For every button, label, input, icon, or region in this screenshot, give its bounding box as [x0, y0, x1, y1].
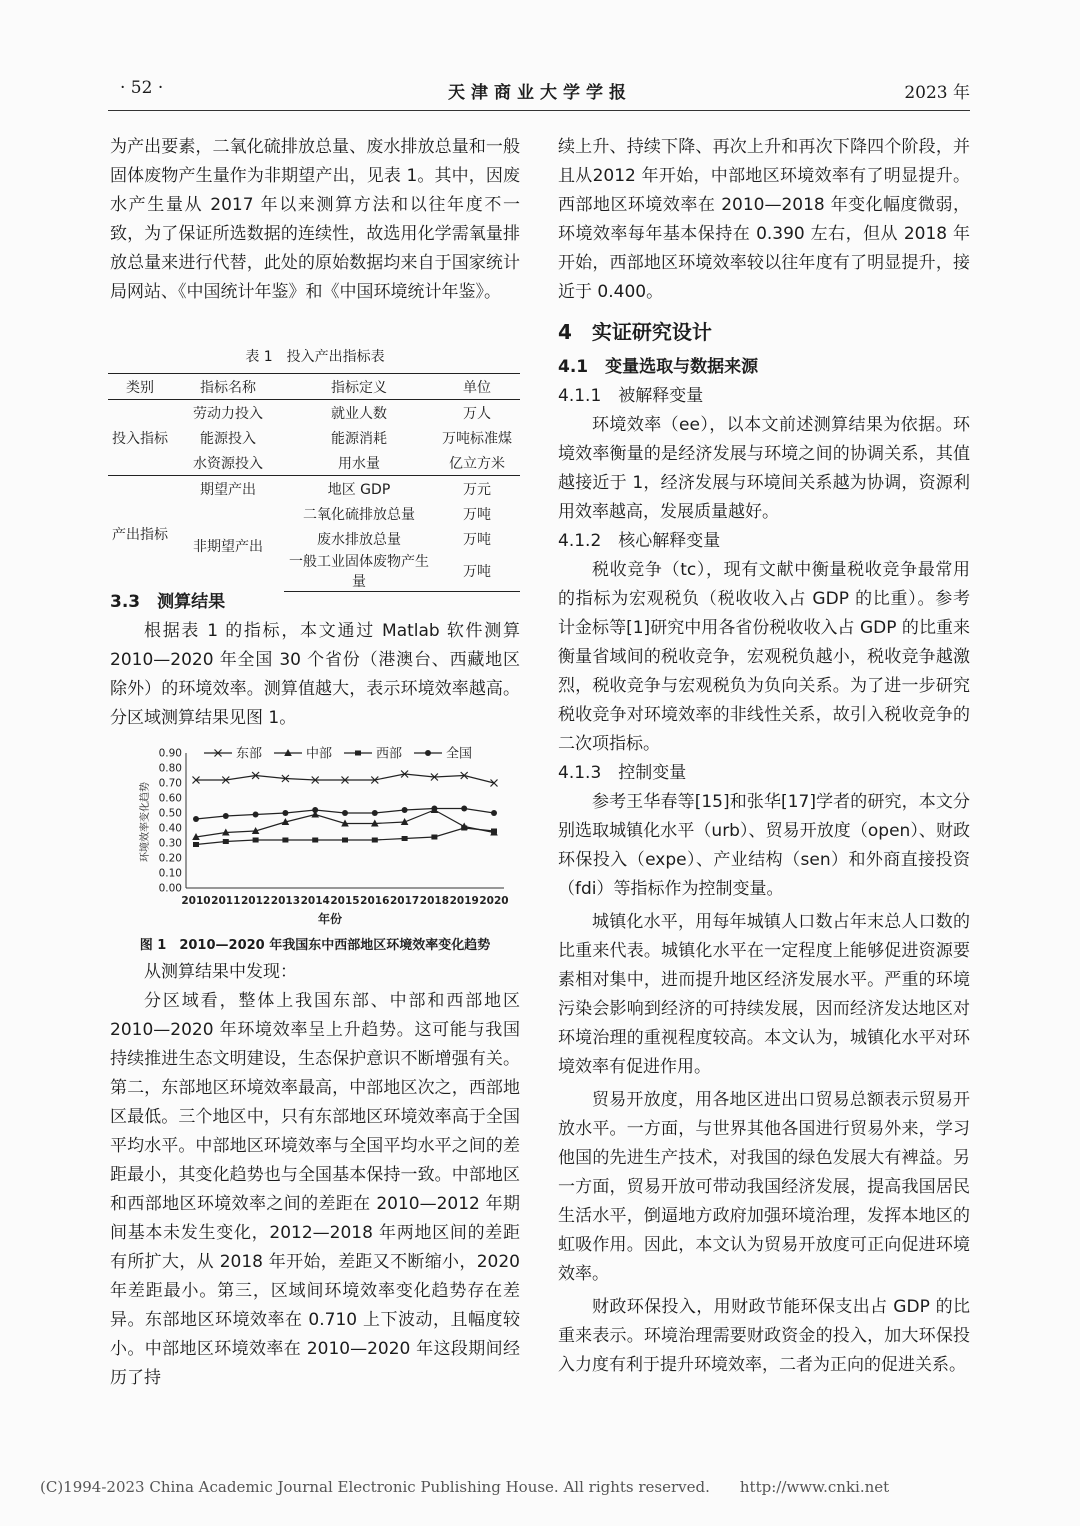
square-marker: [372, 838, 378, 843]
x-tick-label: 2020: [479, 895, 509, 907]
paragraph: 税收竞争（tc），现有文献中衡量税收竞争最常用的指标为宏观税负（税收收入占 GDP 的比重）。参考计金标等[1]研究中用各省份税收收入占 GDP 的比重来衡量省域间的税收竞争，宏观税负越小，税收竞争越激烈，税收竞争与宏观税负为负向关系。为了进一步研究税收竞争对环境效率的非线性关系，故引入税收竞争的二次项指标。: [558, 560, 970, 754]
square-marker: [461, 826, 467, 831]
table-cell: 水资源投入: [193, 455, 263, 472]
x-tick-label: 2014: [300, 895, 330, 907]
paragraph: 从测算结果中发现：: [144, 962, 297, 982]
paragraph: 根据表 1 的指标，本文通过 Matlab 软件测算 2010—2020 年全国 30 个省份（港澳台、西藏地区除外）的环境效率。测算值越大，表示环境效率越高。分区域测算结果见图 1。: [110, 621, 520, 728]
x-tick-label: 2010: [181, 895, 211, 907]
table-header-cell: 单位: [434, 374, 520, 400]
table-cell: 期望产出: [172, 476, 284, 502]
y-tick-label: 0.80: [158, 762, 182, 775]
square-marker: [342, 838, 348, 843]
left-column-results: [110, 588, 520, 733]
dot-marker: [193, 816, 199, 822]
y-tick-label: 0.60: [158, 792, 182, 805]
legend-label: 东部: [236, 746, 263, 762]
table-cell: 地区 GDP: [284, 476, 434, 502]
left-column: [110, 133, 520, 307]
square-marker: [223, 839, 229, 844]
square-marker: [402, 836, 408, 841]
table-cell: 能源投入: [200, 430, 256, 447]
table-cell: 万吨: [463, 506, 491, 523]
x-tick-label: 2013: [270, 895, 301, 907]
square-marker: [431, 835, 437, 840]
table-category-cell: 产出指标: [108, 476, 172, 592]
x-tick-label: 2016: [360, 895, 390, 907]
paragraph: 财政环保投入，用财政节能环保支出占 GDP 的比重来表示。环境治理需要财政资金的投入，加大环保投入力度有利于提升环境效率，二者为正向的促进关系。: [558, 1297, 970, 1375]
y-tick-label: 0.50: [158, 807, 182, 820]
x-tick-label: 2012: [240, 895, 271, 907]
legend-item: [274, 746, 332, 762]
table-cell: 万吨: [434, 551, 520, 592]
table-cell: 废水排放总量: [317, 531, 401, 548]
paragraph: 分区域看，整体上我国东部、中部和西部地区 2010—2020 年环境效率呈上升趋势。这可能与我国持续推进生态文明建设，生态保护意识不断增强有关。第二，东部地区环境效率最高，中部地区次之，西部地区最低。三个地区中，只有东部地区环境效率高于全国平均水平。中部地区环境效率与全国平均水平之间的差距最小，其变化趋势也与全国基本保持一致。中部地区和西部地区环境效率之间的差距在 2010—2012 年期间基本未发生变化，2012—2018 年两地区间的差距有所扩大，从 2018 年开始，差距又不断缩小，2020 年差距最小。第三，区域间环境效率变化趋势存在差异。东部地区环境效率在 0.710 上下波动，且幅度较小。中部地区环境效率在 2010—2020 年这段期间经历了持: [110, 991, 520, 1388]
dot-marker: [312, 807, 318, 813]
table-cell: 用水量: [338, 455, 380, 472]
paragraph: 为产出要素，二氧化硫排放总量、废水排放总量和一般固体废物产生量作为非期望产出，见表 1。其中，因废水产生量从 2017 年以来测算方法和以往年度不一致，为了保证所选数据的连续性，故选用化学需氧量排放总量来进行代替，此处的原始数据均来自于国家统计局网站、《中国统计年鉴》和《中国环境统计年鉴》。: [110, 137, 520, 302]
legend-item: [414, 747, 472, 762]
y-tick-label: 0.10: [158, 867, 182, 880]
table-cell: 二氧化硫排放总量: [303, 506, 415, 523]
legend-item: [204, 747, 262, 762]
page-number: · 52 ·: [120, 78, 164, 98]
table-caption: 表 1 投入产出指标表: [245, 349, 385, 365]
subsubsection-heading: 4.1.1 被解释变量: [558, 386, 704, 406]
table-cell: 就业人数: [331, 405, 387, 422]
y-tick-label: 0.70: [158, 777, 182, 790]
issue-year: 2023 年: [904, 83, 970, 103]
table-category-cell: 投入指标: [112, 430, 168, 447]
efficiency-line-chart: [108, 740, 522, 930]
table-row: [108, 476, 520, 502]
table-cell: 万元: [434, 476, 520, 502]
left-column-findings: [110, 958, 520, 1393]
table-cell: 亿立方米: [449, 455, 505, 472]
series-line: [196, 774, 494, 783]
paragraph: 贸易开放度，用各地区进出口贸易总额表示贸易开放水平。一方面，与世界其他各国进行贸易外来，学习他国的先进生产技术，对我国的绿色发展大有裨益。另一方面，贸易开放可带动我国经济发展，提高我国居民生活水平，倒逼地方政府加强环境治理，发挥本地区的虹吸作用。因此，本文认为贸易开放度可正向促进环境效率。: [558, 1090, 970, 1284]
dot-marker: [431, 806, 437, 812]
square-marker: [282, 838, 288, 843]
dot-marker: [372, 810, 378, 816]
table-cell: 劳动力投入: [193, 405, 263, 422]
x-tick-label: 2018: [419, 895, 450, 907]
dot-marker: [461, 806, 467, 812]
y-axis-label: 环境效率变化趋势: [140, 782, 151, 862]
paragraph: 参考王华春等[15]和张华[17]学者的研究，本文分别选取城镇化水平（urb）、贸易开放度（open）、财政环保投入（expe）、产业结构（sen）和外商直接投资（fdi）等指标作为控制变量。: [558, 792, 970, 899]
series-西部: [193, 826, 497, 848]
table-row: [108, 400, 520, 426]
table-header-row: [108, 374, 520, 400]
subsubsection-heading: 4.1.2 核心解释变量: [558, 531, 721, 551]
section-heading: 4 实证研究设计: [558, 320, 712, 344]
square-marker: [253, 838, 259, 843]
square-marker: [312, 838, 318, 843]
table-cell: 万人: [463, 405, 491, 422]
square-marker: [491, 829, 497, 834]
header-rule: [108, 110, 970, 111]
table-cell: 万吨: [463, 531, 491, 548]
right-column: [558, 133, 970, 1380]
y-tick-label: 0.30: [158, 837, 182, 850]
table-cell: 非期望产出: [193, 539, 263, 556]
dot-marker: [253, 812, 259, 818]
paragraph: 城镇化水平，用每年城镇人口数占年末总人口数的比重来代表。城镇化水平在一定程度上能够促进资源要素相对集中，进而提升地区经济发展水平。严重的环境污染会影响到经济的可持续发展，因而经济发达地区对环境治理的重视程度较高。本文认为，城镇化水平对环境效率有促进作用。: [558, 912, 970, 1077]
paragraph: 续上升、持续下降、再次上升和再次下降四个阶段，并且从2012 年开始，中部地区环境效率有了明显提升。西部地区环境效率在 2010—2018 年变化幅度微弱，环境效率每年基本保持在 0.390 左右，但从 2018 年开始，西部地区环境效率较以往年度有了明显提升，接近于 0.400。: [558, 137, 970, 302]
dot-marker: [425, 750, 431, 756]
dot-marker: [491, 810, 497, 816]
journal-title: 天津商业大学学报: [448, 83, 632, 103]
x-tick-label: 2017: [389, 895, 420, 907]
legend-item: [344, 747, 402, 762]
table-cell: 一般工业固体废物产生量: [284, 551, 434, 592]
y-tick-label: 0.20: [158, 852, 182, 865]
table-header-cell: 指标名称: [172, 374, 284, 400]
table-cell: 万吨标准煤: [442, 430, 512, 447]
series-东部: [193, 771, 498, 787]
dot-marker: [402, 807, 408, 813]
legend-label: 西部: [376, 746, 403, 762]
square-marker: [193, 842, 199, 847]
legend-label: 中部: [306, 746, 333, 762]
paragraph: 环境效率（ee），以本文前述测算结果为依据。环境效率衡量的是经济发展与环境之间的协调关系，其值越接近于 1，经济发展与环境间关系越为协调，资源利用效率越高，发展质量越好。: [558, 415, 970, 522]
copyright-footer: (C)1994-2023 China Academic Journal Electronic Publishing House. All rights reserved. http://www.cnki.net: [40, 1478, 890, 1496]
table-cell: 能源消耗: [331, 430, 387, 447]
section-heading: 3.3 测算结果: [110, 592, 226, 612]
x-tick-label: 2019: [449, 895, 479, 907]
subsubsection-heading: 4.1.3 控制变量: [558, 763, 687, 783]
x-axis-label: 年份: [317, 912, 343, 926]
plot-area: [159, 748, 509, 908]
table-header-cell: 类别: [108, 374, 172, 400]
square-marker: [355, 751, 361, 756]
subsection-heading: 4.1 变量选取与数据来源: [558, 357, 759, 377]
legend-label: 全国: [446, 746, 473, 762]
dot-marker: [342, 810, 348, 816]
y-tick-label: 0.00: [158, 882, 182, 895]
table-header-cell: 指标定义: [284, 374, 434, 400]
y-tick-label: 0.90: [158, 747, 182, 760]
chart-legend: [204, 746, 472, 762]
y-tick-label: 0.40: [158, 822, 182, 835]
dot-marker: [223, 813, 229, 819]
indicator-table: [108, 373, 520, 592]
x-tick-label: 2011: [211, 895, 241, 907]
x-tick-label: 2015: [330, 895, 360, 907]
figure-caption: 图 1 2010—2020 年我国东中西部地区环境效率变化趋势: [139, 938, 491, 953]
dot-marker: [282, 810, 288, 816]
